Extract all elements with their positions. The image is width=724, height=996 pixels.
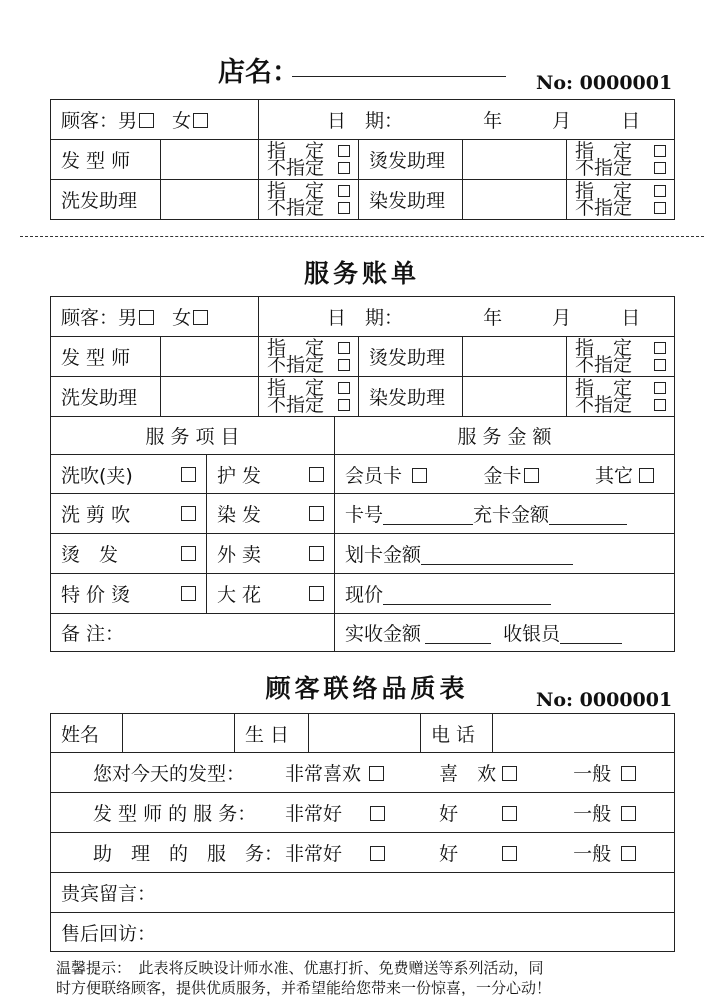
bill-row-wash <box>51 377 675 417</box>
shop-name-label <box>218 50 299 89</box>
not-assigned-label: 不指定 <box>267 196 325 219</box>
date-label: 日 期： <box>327 307 404 329</box>
q3-very-good-checkbox[interactable] <box>370 846 385 861</box>
card-type-cell <box>335 455 675 494</box>
bill-perm-assistant-input[interactable] <box>463 337 567 377</box>
member-card-label: 会员卡 <box>345 464 403 487</box>
item-big-flower <box>207 574 335 614</box>
birthday-label: 生 日 <box>235 714 309 753</box>
q1-very-like-checkbox[interactable] <box>369 766 384 781</box>
cash-cell <box>335 574 675 614</box>
female-label: 女 <box>172 307 192 329</box>
card-no-line[interactable] <box>383 507 473 525</box>
q2-good-checkbox[interactable] <box>502 806 517 821</box>
dye-assign-cell <box>567 180 675 220</box>
name-label: 姓名 <box>51 714 123 753</box>
dye-assistant-input[interactable] <box>463 180 567 220</box>
quality-row-followup <box>51 913 675 952</box>
quality-row-message <box>51 873 675 913</box>
wash-assigned-checkbox[interactable] <box>338 185 350 197</box>
assigned-label: 指 定 <box>267 336 325 359</box>
q1-cell <box>51 753 675 793</box>
q2-normal-checkbox[interactable] <box>621 806 636 821</box>
assigned-label: 指 定 <box>575 376 633 399</box>
assigned-label: 指 定 <box>575 179 633 202</box>
item-label: 大 花 <box>217 584 262 606</box>
item-special-perm <box>51 574 207 614</box>
customer-label: 顾客： <box>61 110 119 132</box>
female-label: 女 <box>172 110 192 132</box>
quality-title: 顾客联络品质表 <box>265 674 469 703</box>
assigned-label: 指 定 <box>267 376 325 399</box>
quality-number: No: 0000001 <box>536 689 673 711</box>
cash-line[interactable] <box>383 587 551 605</box>
receipt-number: No: 0000001 <box>536 72 673 94</box>
customer-gender-cell <box>51 100 259 140</box>
cashier-label: 收银员 <box>503 623 561 645</box>
day-label: 日 <box>621 110 641 132</box>
normal-label: 一般 <box>573 763 612 785</box>
month-label: 月 <box>552 110 572 132</box>
bill-stylist-not-assigned-checkbox[interactable] <box>338 359 350 371</box>
q3-label: 助 理 的 服 务： <box>93 843 284 865</box>
dye-not-assigned-checkbox[interactable] <box>654 202 666 214</box>
item-label: 护 发 <box>217 464 262 487</box>
bill-perm-assigned-checkbox[interactable] <box>654 342 666 354</box>
followup-cell[interactable] <box>51 913 675 952</box>
very-good-label: 非常好 <box>285 803 343 825</box>
item-label: 染 发 <box>217 504 262 526</box>
quality-row-q1 <box>51 753 675 793</box>
service-header-row <box>51 417 675 455</box>
dye-assistant-label: 染发助理 <box>359 180 463 220</box>
not-assigned-label: 不指定 <box>267 156 325 179</box>
bill-wash-assistant-input[interactable] <box>161 377 259 417</box>
tip-line-1: 温馨提示： 此表将反映设计师水准、优惠打折、免费赠送等系列活动，同 <box>56 959 544 977</box>
q2-label: 发 型 师 的 服 务： <box>93 803 257 825</box>
recharge-label: 充卡金额 <box>473 504 550 526</box>
year-label: 年 <box>483 110 503 132</box>
quality-row-info <box>51 714 675 753</box>
phone-label: 电 话 <box>421 714 493 753</box>
service-row-2 <box>51 494 675 534</box>
male-checkbox[interactable] <box>139 113 154 128</box>
quality-row-q2 <box>51 793 675 833</box>
wash-assign-cell <box>259 180 359 220</box>
assigned-label: 指 定 <box>575 139 633 162</box>
service-row-1 <box>51 455 675 494</box>
service-table <box>50 416 675 652</box>
q3-normal-checkbox[interactable] <box>621 846 636 861</box>
item-dye <box>207 494 335 534</box>
q1-like-checkbox[interactable] <box>502 766 517 781</box>
assigned-label: 指 定 <box>267 179 325 202</box>
customer-label: 顾客： <box>61 307 119 329</box>
birthday-input[interactable] <box>309 714 421 753</box>
item-takeaway <box>207 534 335 574</box>
service-row-3 <box>51 534 675 574</box>
bill-perm-assistant-label: 烫发助理 <box>359 337 463 377</box>
service-items-header: 服 务 项 目 <box>51 417 335 455</box>
actual-cashier-cell <box>335 614 675 652</box>
service-row-5 <box>51 614 675 652</box>
quality-table <box>50 713 675 952</box>
year-label: 年 <box>483 307 503 329</box>
item-wash-blow <box>51 455 207 494</box>
bill-customer-gender-cell <box>51 297 259 337</box>
member-card-checkbox[interactable] <box>412 468 427 483</box>
item-perm <box>51 534 207 574</box>
cut-checkbox[interactable] <box>181 506 196 521</box>
day-label: 日 <box>621 307 641 329</box>
wash-not-assigned-checkbox[interactable] <box>338 202 350 214</box>
bill-dye-assistant-label: 染发助理 <box>359 377 463 417</box>
bill-stylist-assigned-checkbox[interactable] <box>338 342 350 354</box>
receipt-row-stylist <box>51 140 675 180</box>
dye-checkbox[interactable] <box>309 506 324 521</box>
message-cell[interactable] <box>51 873 675 913</box>
bill-title: 服务账单 <box>303 259 420 288</box>
q1-normal-checkbox[interactable] <box>621 766 636 781</box>
stylist-not-assigned-checkbox[interactable] <box>338 162 350 174</box>
good-label: 好 <box>439 843 459 865</box>
item-label: 特 价 烫 <box>61 584 131 606</box>
male-label: 男 <box>118 307 138 329</box>
receipt-row-customer <box>51 100 675 140</box>
perm-assign-cell <box>567 140 675 180</box>
perm-assigned-checkbox[interactable] <box>654 145 666 157</box>
bill-wash-assign-cell <box>259 377 359 417</box>
cash-label: 现价 <box>345 584 384 606</box>
bill-dye-assign-cell <box>567 377 675 417</box>
not-assigned-label: 不指定 <box>575 196 633 219</box>
message-label: 贵宾留言： <box>61 883 157 905</box>
wash-assistant-input[interactable] <box>161 180 259 220</box>
swipe-label: 划卡金额 <box>345 544 422 566</box>
gold-card-label: 金卡 <box>483 464 522 487</box>
big-flower-checkbox[interactable] <box>309 586 324 601</box>
not-assigned-label: 不指定 <box>267 353 325 376</box>
receipt-table <box>50 99 675 220</box>
swipe-amount-cell <box>335 534 675 574</box>
bill-dye-assigned-checkbox[interactable] <box>654 382 666 394</box>
bill-stylist-label: 发 型 师 <box>51 337 161 377</box>
bill-stylist-assign-cell <box>259 337 359 377</box>
item-label: 洗 剪 吹 <box>61 504 131 526</box>
normal-label: 一般 <box>573 803 612 825</box>
shop-name-line[interactable] <box>292 76 506 77</box>
not-assigned-label: 不指定 <box>575 353 633 376</box>
bill-dye-assistant-input[interactable] <box>463 377 567 417</box>
bill-dye-not-assigned-checkbox[interactable] <box>654 399 666 411</box>
tip-line-2: 时方便联络顾客，提供优质服务，并希望能给您带来一份惊喜，一分心动！ <box>56 979 552 996</box>
actual-amount-label: 实收金额 <box>345 623 422 645</box>
not-assigned-label: 不指定 <box>575 156 633 179</box>
bill-row-stylist <box>51 337 675 377</box>
recharge-line[interactable] <box>549 507 627 525</box>
perm-checkbox[interactable] <box>181 546 196 561</box>
followup-label: 售后回访： <box>61 922 157 945</box>
remark-cell[interactable] <box>51 614 335 652</box>
like-label: 喜 欢 <box>439 763 497 785</box>
gold-card-checkbox[interactable] <box>524 468 539 483</box>
bill-female-checkbox[interactable] <box>193 310 208 325</box>
normal-label: 一般 <box>573 843 612 865</box>
cashier-line[interactable] <box>560 626 622 644</box>
q2-very-good-checkbox[interactable] <box>370 806 385 821</box>
footer-tip <box>56 958 668 996</box>
item-label: 外 卖 <box>217 544 262 566</box>
care-checkbox[interactable] <box>309 467 324 482</box>
wash-blow-checkbox[interactable] <box>181 467 196 482</box>
receipt-row-wash <box>51 180 675 220</box>
special-perm-checkbox[interactable] <box>181 586 196 601</box>
bill-wash-assigned-checkbox[interactable] <box>338 382 350 394</box>
bill-perm-not-assigned-checkbox[interactable] <box>654 359 666 371</box>
perm-assistant-input[interactable] <box>463 140 567 180</box>
female-checkbox[interactable] <box>193 113 208 128</box>
shop-label-text: 店名： <box>218 57 299 88</box>
item-cut <box>51 494 207 534</box>
perm-assistant-label: 烫发助理 <box>359 140 463 180</box>
bill-wash-assistant-label: 洗发助理 <box>51 377 161 417</box>
q1-label: 您对今天的发型： <box>93 763 246 785</box>
item-care <box>207 455 335 494</box>
other-checkbox[interactable] <box>639 468 654 483</box>
service-row-4 <box>51 574 675 614</box>
month-label: 月 <box>552 307 572 329</box>
very-like-label: 非常喜欢 <box>285 763 362 785</box>
other-label: 其它 <box>594 464 633 487</box>
name-input[interactable] <box>123 714 235 753</box>
stylist-assigned-checkbox[interactable] <box>338 145 350 157</box>
phone-input[interactable] <box>493 714 675 753</box>
not-assigned-label: 不指定 <box>267 393 325 416</box>
bill-perm-assign-cell <box>567 337 675 377</box>
tear-line <box>20 236 704 237</box>
item-label: 洗吹(夹) <box>61 464 133 487</box>
swipe-line[interactable] <box>421 547 573 565</box>
very-good-label: 非常好 <box>285 843 343 865</box>
stylist-input[interactable] <box>161 140 259 180</box>
q3-cell <box>51 833 675 873</box>
q3-good-checkbox[interactable] <box>502 846 517 861</box>
dye-assigned-checkbox[interactable] <box>654 185 666 197</box>
quality-row-q3 <box>51 833 675 873</box>
bill-stylist-input[interactable] <box>161 337 259 377</box>
stylist-label: 发 型 师 <box>51 140 161 180</box>
bill-table <box>50 296 675 417</box>
not-assigned-label: 不指定 <box>575 393 633 416</box>
bill-date-cell[interactable] <box>259 297 675 337</box>
wash-assistant-label: 洗发助理 <box>51 180 161 220</box>
date-cell[interactable] <box>259 100 675 140</box>
stylist-assign-cell <box>259 140 359 180</box>
card-number-cell <box>335 494 675 534</box>
bill-male-checkbox[interactable] <box>139 310 154 325</box>
takeaway-checkbox[interactable] <box>309 546 324 561</box>
assigned-label: 指 定 <box>575 336 633 359</box>
bill-row-customer <box>51 297 675 337</box>
item-label: 烫 发 <box>61 544 119 566</box>
remark-label: 备 注： <box>61 623 125 645</box>
actual-amount-line[interactable] <box>425 626 491 644</box>
bill-wash-not-assigned-checkbox[interactable] <box>338 399 350 411</box>
q2-cell <box>51 793 675 833</box>
assigned-label: 指 定 <box>267 139 325 162</box>
perm-not-assigned-checkbox[interactable] <box>654 162 666 174</box>
service-amount-header: 服 务 金 额 <box>335 417 675 455</box>
good-label: 好 <box>439 803 459 825</box>
male-label: 男 <box>118 110 138 132</box>
card-no-label: 卡号 <box>345 504 384 526</box>
date-label: 日 期： <box>327 110 404 132</box>
